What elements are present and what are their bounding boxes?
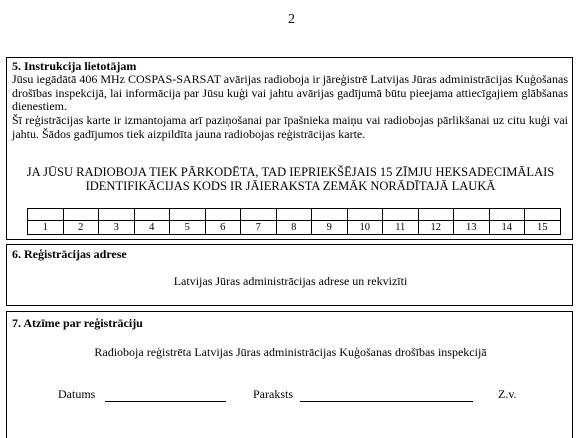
instructions-paragraph-1: Jūsu iegādātā 406 MHz COSPAS-SARSAT avārijas radioboja ir jāreģistrē Latvijas Jūras administrācijas Kuģošanas drošības inspekcijā, lai informācija par Jūsu kuģi vai jahtu avārijas gadījumā būtu pieejama attiecīgajiem glābšanas dienestiem. bbox=[12, 72, 568, 113]
hex-digit-number: 15 bbox=[525, 221, 561, 235]
hex-digit-number: 2 bbox=[63, 221, 99, 235]
registration-address-text: Latvijas Jūras administrācijas adrese un rekvizīti bbox=[173, 274, 408, 288]
hex-digit-box[interactable] bbox=[276, 209, 312, 221]
hex-digit-number: 3 bbox=[99, 221, 135, 235]
date-label: Datums bbox=[58, 387, 96, 401]
recoding-notice-line-2: IDENTIFIKĀCIJAS KODS IR JĀIERAKSTA ZEMĀK NORĀDĪTAJĀ LAUKĀ bbox=[85, 179, 496, 193]
hex-digit-box[interactable] bbox=[347, 209, 383, 221]
hex-digit-box[interactable] bbox=[312, 209, 348, 221]
page-number: 2 bbox=[288, 12, 295, 27]
hex-digit-box[interactable] bbox=[170, 209, 206, 221]
hex-digit-number: 1 bbox=[28, 221, 64, 235]
hex-digit-number: 8 bbox=[276, 221, 312, 235]
stamp-label: Z.v. bbox=[498, 387, 517, 401]
signature-label: Paraksts bbox=[253, 387, 293, 401]
section-registration-address bbox=[6, 244, 573, 306]
hex-digit-box[interactable] bbox=[63, 209, 99, 221]
signature-field[interactable] bbox=[300, 401, 473, 402]
hex-digit-box[interactable] bbox=[134, 209, 170, 221]
hex-digit-number: 4 bbox=[134, 221, 170, 235]
hex-digit-number: 12 bbox=[418, 221, 454, 235]
hex-digit-box[interactable] bbox=[241, 209, 277, 221]
section-5-heading: 5. Instrukcija lietotājam bbox=[12, 59, 137, 73]
hex-digit-number: 14 bbox=[489, 221, 525, 235]
registration-statement: Radioboja reģistrēta Latvijas Jūras administrācijas Kuģošanas drošības inspekcijā bbox=[94, 345, 487, 359]
hex-digit-box[interactable] bbox=[525, 209, 561, 221]
hex-digit-number: 9 bbox=[312, 221, 348, 235]
section-7-heading: 7. Atzīme par reģistrāciju bbox=[12, 316, 143, 330]
section-registration-mark bbox=[6, 311, 573, 438]
hex-digit-number: 7 bbox=[241, 221, 277, 235]
hex-digit-number: 6 bbox=[205, 221, 241, 235]
hex-digit-number: 10 bbox=[347, 221, 383, 235]
hex-id-grid bbox=[27, 208, 561, 235]
section-6-heading: 6. Reģistrācijas adrese bbox=[12, 247, 127, 261]
hex-digit-box[interactable] bbox=[99, 209, 135, 221]
hex-digit-box[interactable] bbox=[205, 209, 241, 221]
hex-digit-box[interactable] bbox=[383, 209, 419, 221]
recoding-notice-line-1: JA JŪSU RADIOBOJA TIEK PĀRKODĒTA, TAD IEPRIEKŠĒJAIS 15 ZĪMJU HEKSADECIMĀLAIS bbox=[26, 165, 555, 179]
hex-digit-box[interactable] bbox=[418, 209, 454, 221]
hex-digit-box[interactable] bbox=[454, 209, 490, 221]
hex-digit-box[interactable] bbox=[489, 209, 525, 221]
section-user-instructions bbox=[6, 57, 573, 240]
hex-digit-box[interactable] bbox=[28, 209, 64, 221]
hex-digit-number: 11 bbox=[383, 221, 419, 235]
date-field[interactable] bbox=[105, 401, 226, 402]
hex-digit-number: 13 bbox=[454, 221, 490, 235]
hex-digit-number: 5 bbox=[170, 221, 206, 235]
instructions-paragraph-2: Šī reģistrācijas karte ir izmantojama arī paziņošanai par īpašnieka maiņu vai radiobojas pārlikšanai uz citu kuģi vai jahtu. Šādos gadījumos tiek aizpildīta jauna radiobojas reģistrācijas karte. bbox=[12, 113, 568, 141]
